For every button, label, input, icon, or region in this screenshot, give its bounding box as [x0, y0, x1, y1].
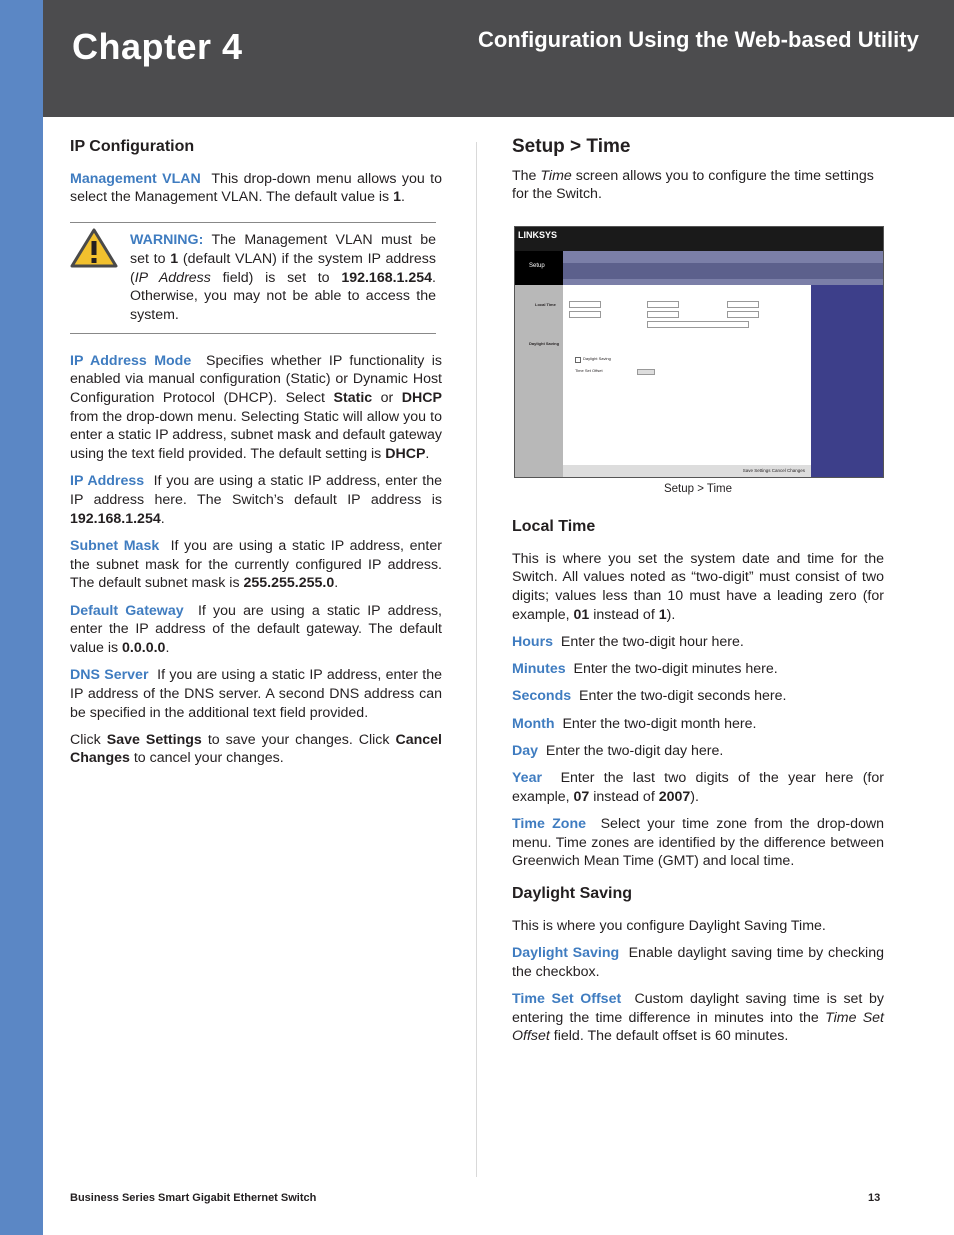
para-default-gateway: Default Gateway If you are using a static IP address, enter the IP address of the default gateway. The default value is 0.0.0.0. — [70, 602, 442, 656]
para-year: Year Enter the last two digits of the year here (for example, 07 instead of 2007). — [512, 770, 884, 805]
screenshot-help-pane — [811, 285, 883, 477]
para-save-cancel: Click Save Settings to save your changes. Click Cancel Changes to cancel your changes. — [70, 731, 442, 767]
column-divider — [476, 142, 477, 1177]
chapter-title: Configuration Using the Web-based Utility — [478, 27, 919, 52]
section-heading-ip-configuration: IP Configuration — [70, 138, 195, 155]
para-dns-server: DNS Server If you are using a static IP address, enter the IP address of the DNS server. A second DNS address can be specified in the additional text field provided. — [70, 667, 442, 721]
screenshot-section-title: Setup — [515, 251, 563, 285]
warning-text: WARNING: The Management VLAN must be set to 1 (default VLAN) if the system IP address (IP Address field) is set to 192.168.1.254. Otherwise, you may not be able to access the system. — [130, 232, 436, 323]
para-time-set-offset: Time Set Offset Custom daylight saving time is set by entering the time difference in minutes into the Time Set Offset field. The default offset is 60 minutes. — [512, 990, 884, 1045]
para-daylight-intro: This is where you configure Daylight Saving Time. — [512, 917, 826, 934]
para-management-vlan: Management VLAN This drop-down menu allows you to select the Management VLAN. The default value is 1. — [70, 170, 443, 206]
para-seconds: Seconds Enter the two-digit seconds here. — [512, 688, 787, 705]
para-hours: Hours Enter the two-digit hour here. — [512, 634, 744, 651]
right-column-top — [512, 138, 884, 213]
para-time-intro: The Time screen allows you to configure the time settings for the Switch. — [512, 167, 874, 203]
para-time-zone: Time Zone Select your time zone from the drop-down menu. Time zones are identified by the difference between Greenwich Mean Time (GMT) and local time. — [512, 815, 884, 870]
para-minutes: Minutes Enter the two-digit minutes here. — [512, 661, 778, 678]
warning-box — [70, 222, 436, 334]
screenshot-left-pane: Local Time Daylight Saving — [515, 285, 563, 477]
para-day: Day Enter the two-digit day here. — [512, 742, 724, 759]
para-month: Month Enter the two-digit month here. — [512, 715, 757, 732]
section-heading-setup-time: Setup > Time — [512, 136, 631, 157]
footer-product: Business Series Smart Gigabit Ethernet Switch — [70, 1192, 317, 1204]
para-ip-address: IP Address If you are using a static IP address, enter the IP address here. The Switch’s default IP address is 192.168.1.254. — [70, 473, 442, 527]
footer-page-number: 13 — [868, 1192, 881, 1204]
warning-icon — [70, 227, 118, 269]
screenshot-form: Daylight Saving Time Set Offset — [563, 285, 811, 475]
chapter-label: Chapter 4 — [72, 26, 243, 67]
para-subnet-mask: Subnet Mask If you are using a static IP address, enter the subnet mask for the currently configured IP address. The default subnet mask is 255.255.255.0. — [70, 537, 442, 592]
side-color-bar — [0, 0, 43, 1235]
section-heading-daylight-saving: Daylight Saving — [512, 885, 633, 903]
screenshot-nav — [563, 251, 883, 285]
right-column-bottom — [512, 518, 884, 1054]
left-column — [70, 138, 442, 777]
setup-time-screenshot: LINKSYS Setup Local Time Daylight Saving Daylight Saving Time Set Offset Save Settings Cancel Changes — [514, 226, 884, 478]
para-daylight-saving: Daylight Saving Enable daylight saving time by checking the checkbox. — [512, 944, 884, 980]
section-heading-local-time: Local Time — [512, 518, 596, 535]
linksys-logo: LINKSYS — [518, 230, 558, 240]
para-local-time: This is where you set the system date and time for the Switch. All values noted as “two-digit” must consist of two digits; values less than 10 must have a leading zero (for example, 01 instead of 1). — [512, 550, 884, 623]
figure-caption: Setup > Time — [663, 483, 733, 495]
screenshot-topbar — [515, 227, 883, 251]
para-ip-address-mode: IP Address Mode Specifies whether IP functionality is enabled via manual configuration (Static) or Dynamic Host Configuration Protocol (DHCP). Select Static or DHCP from the drop-down menu. Selecting Static will allow you to enter a static IP address, subnet mask and default gateway using the text field provided. The default setting is DHCP. — [70, 352, 442, 463]
